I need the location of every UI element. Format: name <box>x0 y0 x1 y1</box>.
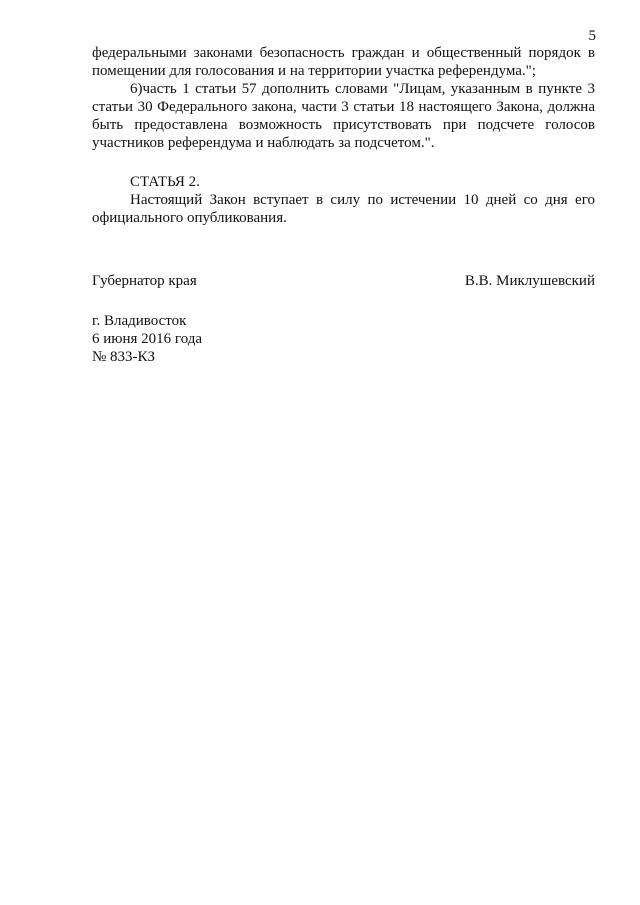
article-heading: СТАТЬЯ 2. <box>130 174 200 190</box>
place-date-block <box>92 312 392 366</box>
page-number: 5 <box>588 28 596 44</box>
place-city: г. Владивосток <box>92 313 187 329</box>
document-body <box>92 44 595 227</box>
paragraph-item-6: 6)часть 1 статьи 57 дополнить словами "Лицам, указанным в пункте 3 статьи 30 Федерального закона, части 3 статьи 18 настоящего Закона, должна быть предоставлена возможность присутствовать при подсчете голосов участников референдума и наблюдать за подсчетом.". <box>92 81 595 151</box>
signature-block <box>92 272 595 290</box>
law-number: № 833-КЗ <box>92 349 156 365</box>
place-date: 6 июня 2016 года <box>92 331 203 347</box>
article-text: Настоящий Закон вступает в силу по истечении 10 дней со дня его официального опубликования. <box>92 192 595 226</box>
signature-name: В.В. Миклушевский <box>464 273 595 289</box>
paragraph-continuation: федеральными законами безопасность граждан и общественный порядок в помещении для голосования и на территории участка референдума."; <box>92 45 595 79</box>
signature-title: Губернатор края <box>92 273 197 289</box>
